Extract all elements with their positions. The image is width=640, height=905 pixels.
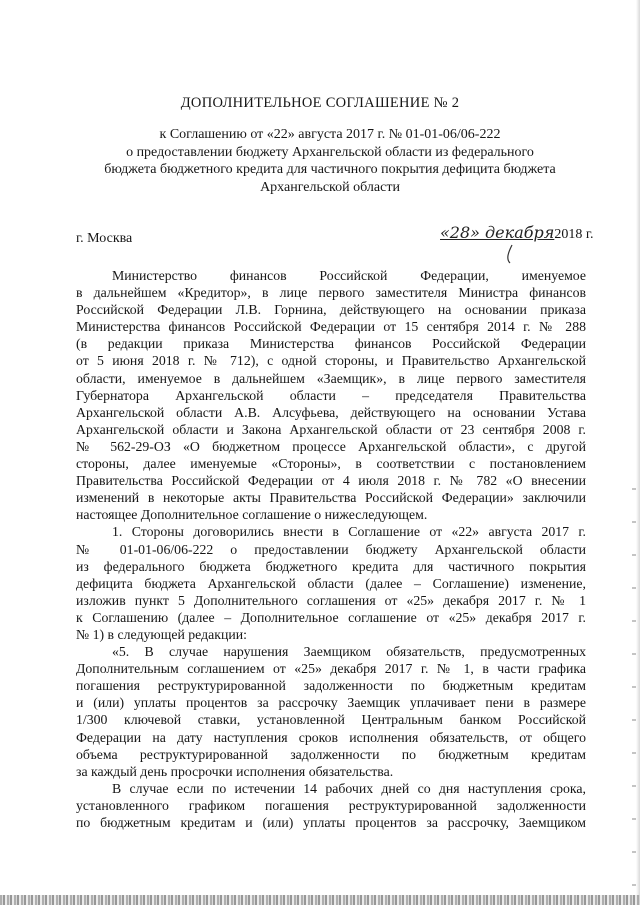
body-line: объема реструктурированной задолженности по бюджетным кредитам [76, 746, 586, 762]
body-line: Правительства Российской Федерации от 4 июля 2018 г. № 782 «О внесении [76, 473, 586, 489]
body-line: (в редакции приказа Министерства финансов Российской Федерации [76, 336, 586, 352]
body-line: и (или) уплаты процентов за рассрочку Заемщик уплачивает пени в размере [76, 695, 586, 711]
body-line: изложив пункт 5 Дополнительного соглашения от «25» декабря 2017 г. № 1 [76, 592, 586, 608]
body-line: № 562-29-ОЗ «О бюджетном процессе Архангельской области», с другой [76, 438, 586, 454]
body-line: области, именуемое в дальнейшем «Заемщик», в лице первого заместителя [76, 370, 586, 386]
scan-edge [636, 0, 640, 905]
body-line: погашения реструктурированной задолженности по бюджетным кредитам [76, 678, 586, 694]
body-line: 1. Стороны договорились внести в Соглашение от «22» августа 2017 г. [112, 524, 586, 540]
subtitle-line: Архангельской области [260, 179, 400, 195]
body-line: за каждый день просрочки исполнения обязательства. [76, 763, 394, 779]
body-line: В случае если по истечении 14 рабочих дней со дня наступления срока, [112, 780, 586, 796]
body-line: Губернатора Архангельской области – председателя Правительства [76, 387, 586, 403]
body-line: № 1) в следующей редакции: [76, 626, 247, 642]
document-title: ДОПОЛНИТЕЛЬНОЕ СОГЛАШЕНИЕ № 2 [180, 95, 460, 111]
body-line: 1/300 ключевой ставки, установленной Центральным банком Российской [76, 712, 586, 728]
scan-bottom-strip [0, 895, 640, 905]
signing-date [440, 223, 594, 243]
body-line: Архангельской области А.В. Алсуфьева, действующего на основании Устава [76, 404, 586, 420]
body-line: Архангельской области и Закона Архангельской области от 23 сентября 2008 г. [76, 421, 586, 437]
body-line: установленного графиком погашения реструктурированной задолженности [76, 797, 586, 813]
body-line: Федерации на дату наступления сроков исполнения обязательств, от общего [76, 729, 586, 745]
document-subtitle [95, 126, 565, 196]
date-year: 2018 г. [554, 227, 594, 242]
body-line: «5. В случае нарушения Заемщиком обязательств, предусмотренных [112, 644, 586, 660]
body-line: от 5 июня 2018 г. № 712), с одной стороны, и Правительство Архангельской [76, 353, 586, 369]
body-line: Дополнительным соглашением от «25» декабря 2017 г. № 1, в части графика [76, 661, 586, 677]
handwritten-date: «28» декабря [440, 223, 555, 242]
subtitle-line: к Соглашению от «22» августа 2017 г. № 01-01-06/06-222 [159, 127, 501, 142]
body-line: стороны, далее именуемые «Стороны», в соответствии с постановлением [76, 456, 586, 472]
body-line: № 01-01-06/06-222 о предоставлении бюджету Архангельской области [76, 541, 586, 557]
handwriting-flourish [440, 223, 560, 263]
body-line: изменений в некоторые акты Правительства Российской Федерации» заключили [76, 490, 586, 506]
body-line: по бюджетным кредитам и (или) уплаты процентов за рассрочку, Заемщиком [76, 815, 586, 830]
document-body [76, 267, 586, 831]
body-line: Министерства финансов Российской Федерации от 15 сентября 2014 г. № 288 [76, 319, 586, 335]
body-line: в дальнейшем «Кредитор», в лице первого заместителя Министра финансов [76, 285, 586, 301]
body-line: дефицита бюджета Архангельской области (далее – Соглашение) изменение, [76, 575, 586, 591]
subtitle-line: бюджета бюджетного кредита для частичного покрытия дефицита бюджета [104, 162, 556, 177]
body-line: Российской Федерации Л.В. Горнина, действующего на основании приказа [76, 302, 586, 318]
body-line: Министерство финансов Российской Федерации, именуемое [112, 268, 586, 283]
place-of-signing: г. Москва [76, 231, 133, 246]
subtitle-line: о предоставлении бюджету Архангельской области из федерального [126, 144, 534, 160]
body-line: из федерального бюджета бюджетного кредита для частичного покрытия [76, 558, 586, 574]
body-line: настоящее Дополнительное соглашение о нижеследующем. [76, 507, 428, 523]
body-line: к Соглашению (далее – Дополнительное соглашение от «25» декабря 2017 г. [76, 609, 586, 625]
